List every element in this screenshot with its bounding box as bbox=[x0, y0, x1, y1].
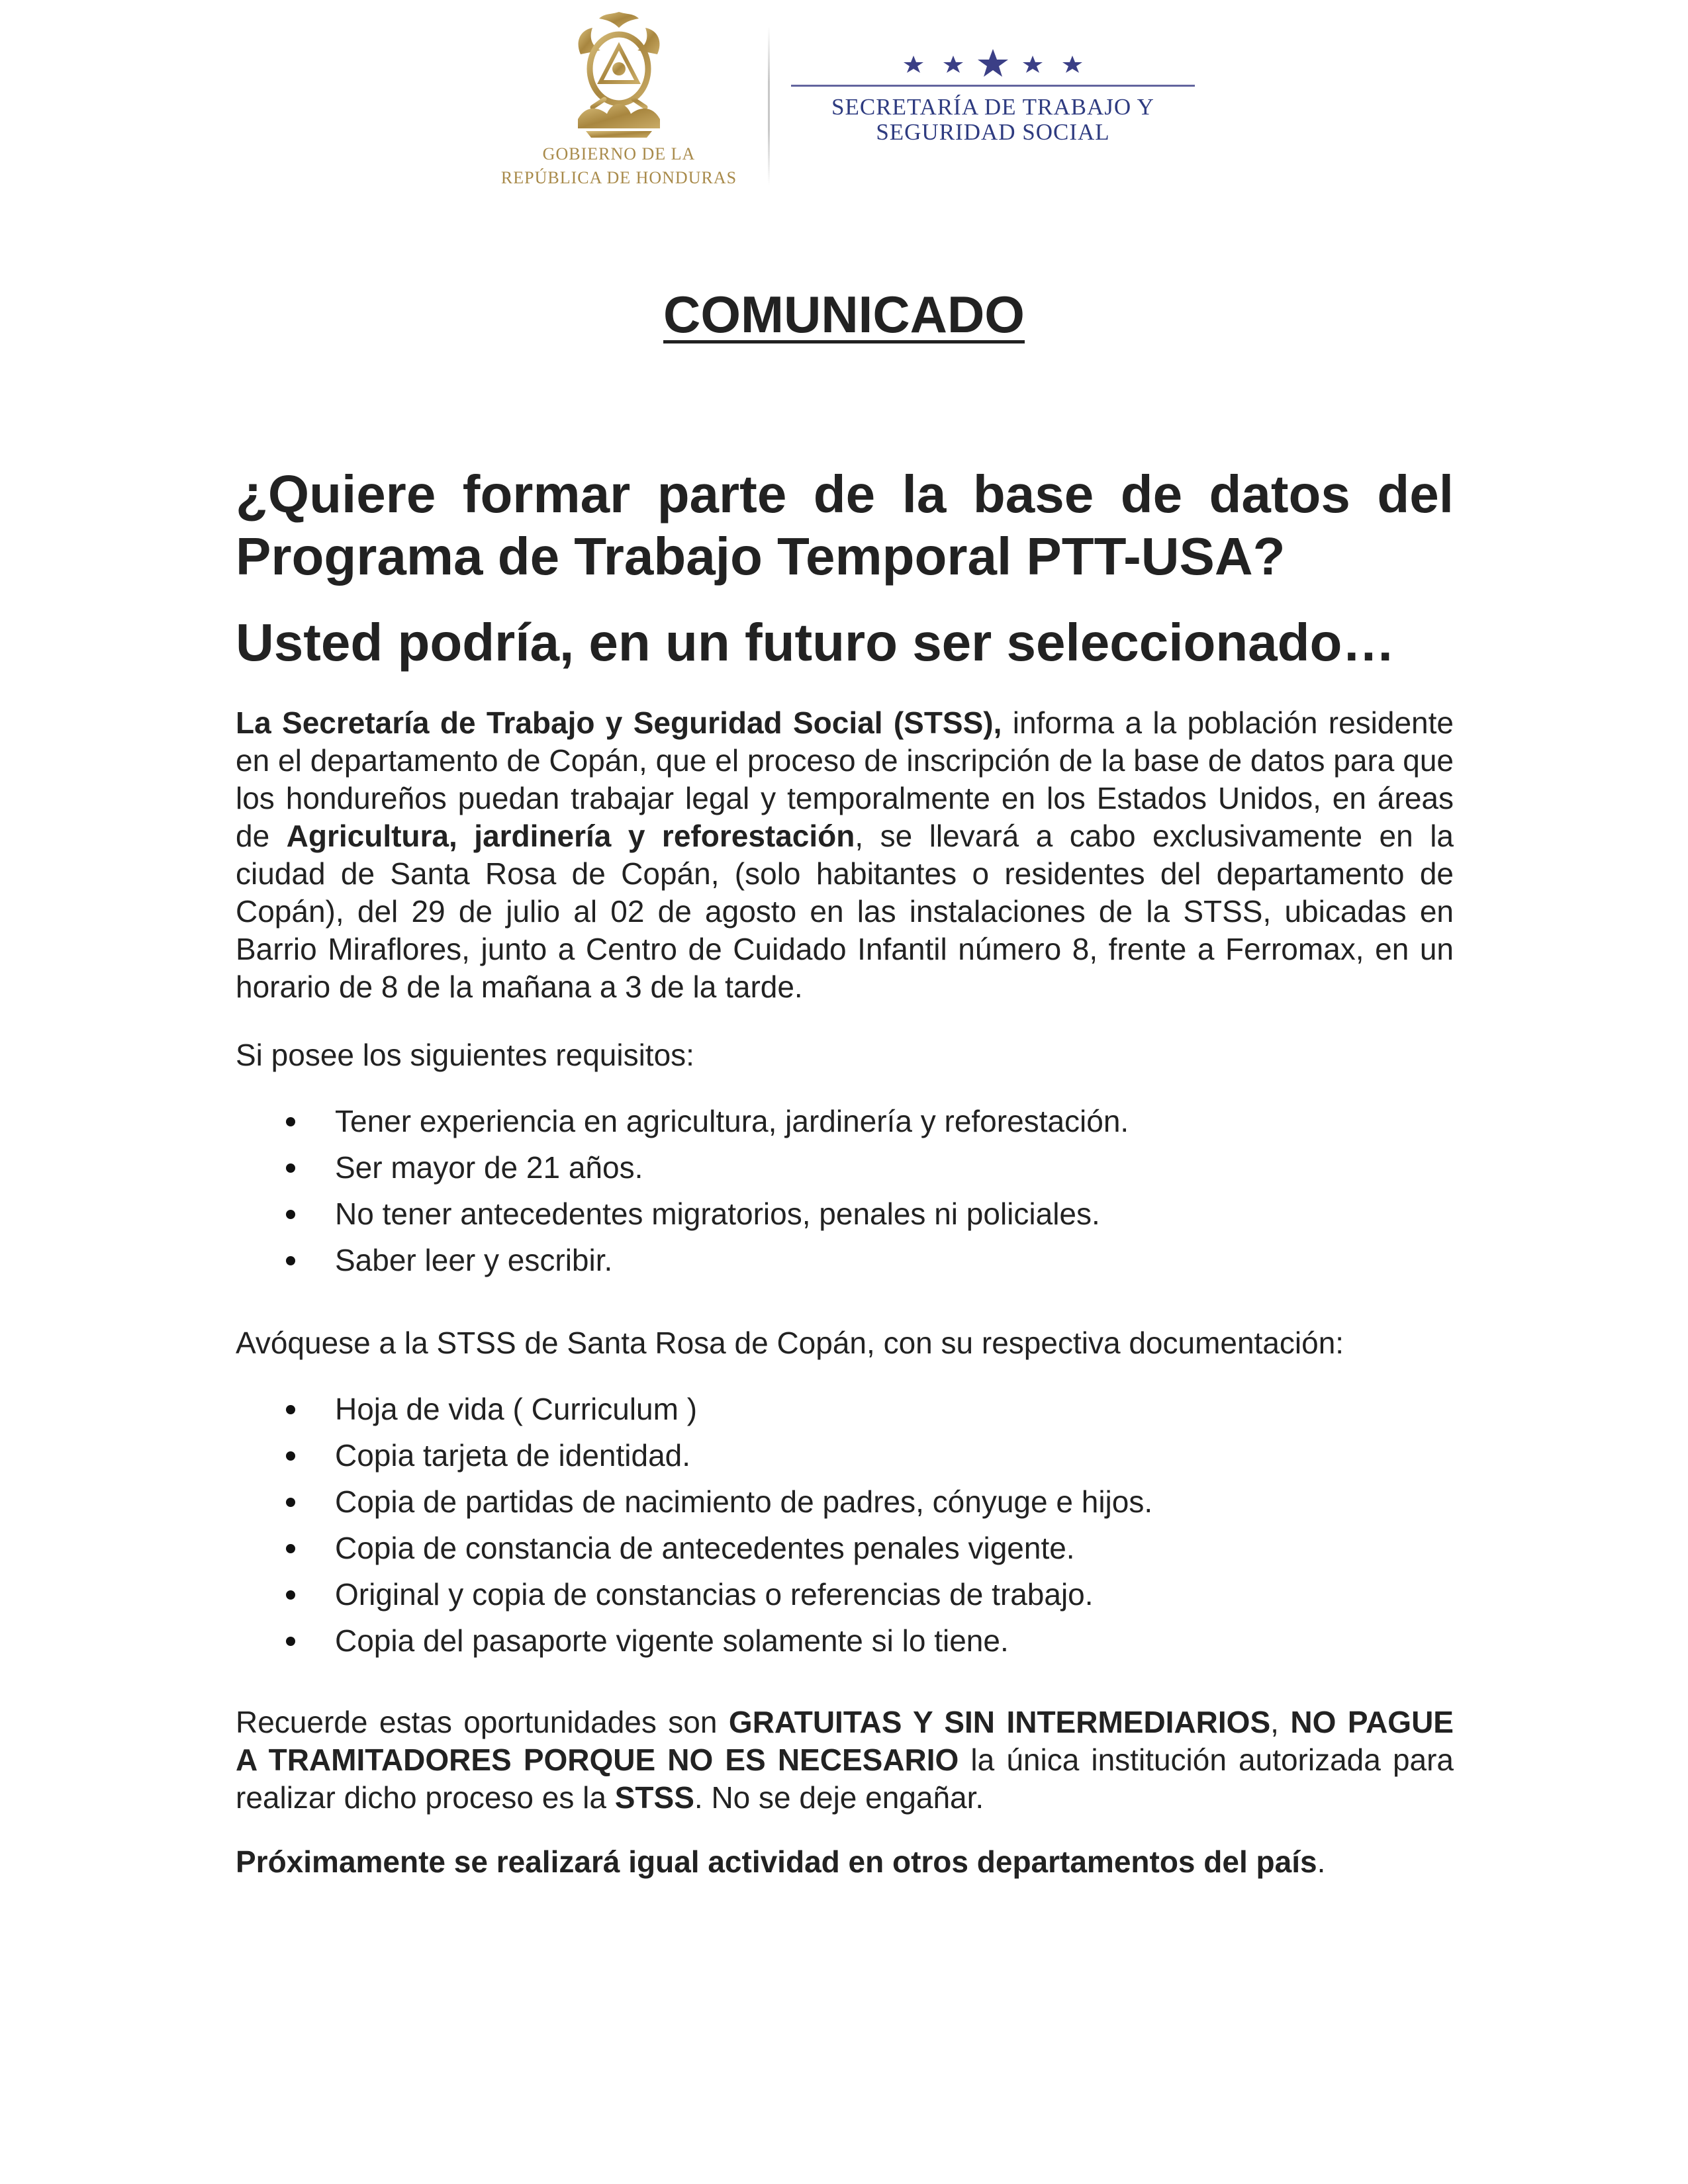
ministry-rule bbox=[791, 85, 1195, 87]
document-title: COMUNICADO bbox=[663, 285, 1025, 343]
list-item: Tener experiencia en agricultura, jardinería y reforestación. bbox=[236, 1098, 1454, 1144]
government-logo bbox=[493, 8, 745, 193]
ministry-name-line-2: SEGURIDAD SOCIAL bbox=[876, 119, 1110, 145]
closing-bold-3: STSS bbox=[614, 1780, 694, 1815]
stars-icon bbox=[791, 46, 1195, 82]
closing-bold-2: NO PAGUE A TRAMITADORES PORQUE NO ES NECESARIO bbox=[236, 1705, 1454, 1777]
list-item: Original y copia de constancias o referencias de trabajo. bbox=[236, 1571, 1454, 1617]
subheading: Usted podría, en un futuro ser seleccionado… bbox=[236, 613, 1395, 672]
government-name-line-1: GOBIERNO DE LA bbox=[542, 144, 696, 163]
ministry-logo bbox=[791, 46, 1195, 145]
main-question-heading: ¿Quiere formar parte de la base de datos del Programa de Trabajo Temporal PTT-USA? bbox=[236, 465, 1454, 586]
document-body bbox=[236, 463, 1454, 1881]
closing-text-2: , bbox=[1270, 1705, 1291, 1739]
header-divider bbox=[768, 26, 770, 185]
intro-paragraph bbox=[236, 704, 1454, 1006]
closing-paragraph bbox=[236, 1704, 1454, 1817]
government-name-line-2: REPÚBLICA DE HONDURAS bbox=[500, 168, 737, 187]
list-item: Ser mayor de 21 años. bbox=[236, 1144, 1454, 1191]
requirements-intro: Si posee los siguientes requisitos: bbox=[236, 1038, 694, 1072]
list-item: Copia del pasaporte vigente solamente si lo tiene. bbox=[236, 1617, 1454, 1664]
intro-areas-bold: Agricultura, jardinería y reforestación bbox=[286, 819, 855, 853]
letterhead bbox=[0, 0, 1688, 212]
final-note-end: . bbox=[1317, 1844, 1326, 1879]
final-note bbox=[236, 1843, 1454, 1881]
intro-text-1: informa a la población residente en el departamento de Copán, que el proceso de inscripción de la base de datos para que los hondureños puedan trabajar legal y temporalmente en los Estados Unidos, en áreas de bbox=[236, 705, 1454, 853]
documents-intro: Avóquese a la STSS de Santa Rosa de Copán, con su respectiva documentación: bbox=[236, 1326, 1344, 1360]
closing-text-1: Recuerde estas oportunidades son bbox=[236, 1705, 729, 1739]
list-item: Saber leer y escribir. bbox=[236, 1237, 1454, 1283]
requirements-list bbox=[236, 1098, 1454, 1283]
list-item: Copia tarjeta de identidad. bbox=[236, 1432, 1454, 1479]
ministry-name-line-1: SECRETARÍA DE TRABAJO Y bbox=[831, 94, 1154, 120]
documents-list bbox=[236, 1386, 1454, 1664]
list-item: No tener antecedentes migratorios, penales ni policiales. bbox=[236, 1191, 1454, 1237]
list-item: Hoja de vida ( Curriculum ) bbox=[236, 1386, 1454, 1432]
closing-text-3: la única institución autorizada para realizar dicho proceso es la bbox=[236, 1743, 1454, 1815]
coat-of-arms-icon bbox=[566, 8, 672, 140]
intro-lead-bold: La Secretaría de Trabajo y Seguridad Social (STSS), bbox=[236, 705, 1002, 740]
intro-text-2: , se llevará a cabo exclusivamente en la ciudad de Santa Rosa de Copán, (solo habitantes o residentes del departamento de Copán), del 29 de julio al 02 de agosto en las instalaciones de la STSS, ubicadas en Barrio Miraflores, junto a Centro de Cuidado Infantil número 8, frente a Ferromax, en un horario de 8 de la mañana a 3 de la tarde. bbox=[236, 819, 1454, 1004]
closing-bold-1: GRATUITAS Y SIN INTERMEDIARIOS bbox=[728, 1705, 1271, 1739]
closing-text-4: . No se deje engañar. bbox=[694, 1780, 984, 1815]
list-item: Copia de constancia de antecedentes penales vigente. bbox=[236, 1525, 1454, 1571]
final-note-bold: Próximamente se realizará igual actividad en otros departamentos del país bbox=[236, 1844, 1317, 1879]
list-item: Copia de partidas de nacimiento de padres, cónyuge e hijos. bbox=[236, 1479, 1454, 1525]
